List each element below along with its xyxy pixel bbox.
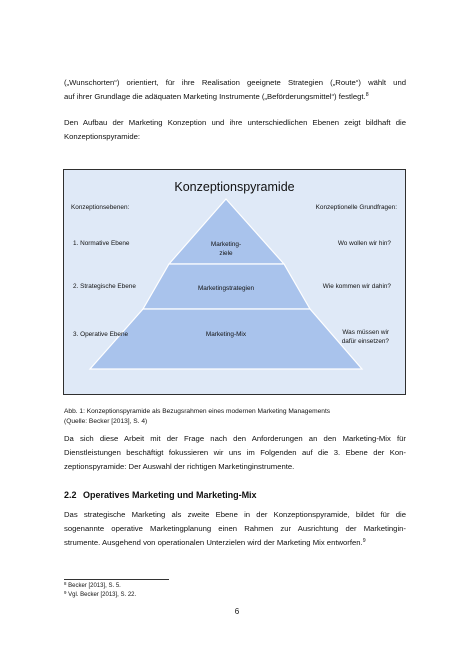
page-number: 6 [234,607,240,616]
left-level-2: 2. Strategische Ebene [73,283,136,290]
footnote-8-text: Becker [2013], S. 5. [68,583,121,589]
left-header: Konzeptionsebenen: [71,204,130,211]
paragraph-1 [64,76,406,104]
caption-line-1: Abb. 1: Konzeptionspyramide als Bezugsrahmen eines modernen Marketing Managements [64,408,331,415]
figure-caption [64,407,406,426]
pyramid-label-2: Marketingstrategien [197,285,255,292]
paragraph-4-line-3 [64,536,406,550]
paragraph-3 [64,432,406,475]
footnote-9 [64,591,136,600]
right-header: Konzeptionelle Grundfragen: [315,204,397,211]
paragraph-4-line-2: sogenannte operative Marketingplanung einen Rahmen zur Ausrichtung der Marketingin- [64,524,406,534]
footnote-8-number: 8 [64,581,67,586]
paragraph-2-line-1: Den Aufbau der Marketing Konzeption und ihre unterschiedlichen Ebenen zeigt bildhaft die [64,118,406,127]
paragraph-1-line-2-text: auf ihrer Grundlage die adäquaten Marketing Instrumente („Beförderungsmittel“) festlegt. [64,92,366,102]
right-level-3b: dafür einsetzen? [341,338,389,345]
section-title: Operatives Marketing und Marketing-Mix [83,490,257,500]
footnote-8 [64,582,136,591]
right-level-2: Wie kommen wir dahin? [322,283,391,290]
right-level-3a: Was müssen wir [342,329,389,336]
paragraph-2 [64,116,406,144]
paragraph-3-line-2: Dienstleistungen beschäftigt fokussieren wir uns im Folgenden auf die 3. Ebene der Kon- [64,448,406,458]
footnote-ref-9[interactable]: 9 [362,538,366,545]
pyramid-label-1a: Marketing- [210,241,242,248]
left-level-3: 3. Operative Ebene [73,331,129,338]
pyramid-figure [63,169,406,395]
paragraph-4-line-1: Das strategische Marketing als zweite Ebene in der Konzeptionspyramide, bildet für die [64,510,406,519]
paragraph-4-line-3-text: strumente. Ausgehend von operationalen Unterzielen wird der Marketing Mix entworfen. [64,538,363,548]
footnote-separator [64,579,169,580]
footnotes [64,582,136,599]
pyramid-diagram [63,169,406,395]
paragraph-1-line-2 [64,90,406,104]
paragraph-2-line-2: Konzeptionspyramide: [64,132,141,142]
paragraph-3-line-1: Da sich diese Arbeit mit der Frage nach den Anforderungen an den Marketing-Mix für [64,434,406,443]
pyramid-label-1b: ziele [219,250,233,257]
paragraph-3-line-3: zeptionspyramide: Der Auswahl der richtigen Marketinginstrumente. [64,462,295,472]
section-heading [64,489,257,501]
footnote-ref-8[interactable]: 8 [365,92,369,99]
footnote-9-text: Vgl. Becker [2013], S. 22. [68,591,137,598]
left-level-1: 1. Normative Ebene [73,240,130,247]
section-number: 2.2 [64,490,77,500]
pyramid-label-3: Marketing-Mix [205,331,247,338]
figure-title: Konzeptionspyramide [174,180,295,194]
paragraph-4 [64,508,406,551]
caption-line-2: (Quelle: Becker [2013], S. 4) [64,417,148,425]
paragraph-1-line-1: („Wunschorten“) orientiert, für ihre Realisation geeignete Strategien („Route“) wählt und [64,78,406,87]
footnote-9-number: 9 [64,589,67,595]
right-level-1: Wo wollen wir hin? [337,240,391,247]
